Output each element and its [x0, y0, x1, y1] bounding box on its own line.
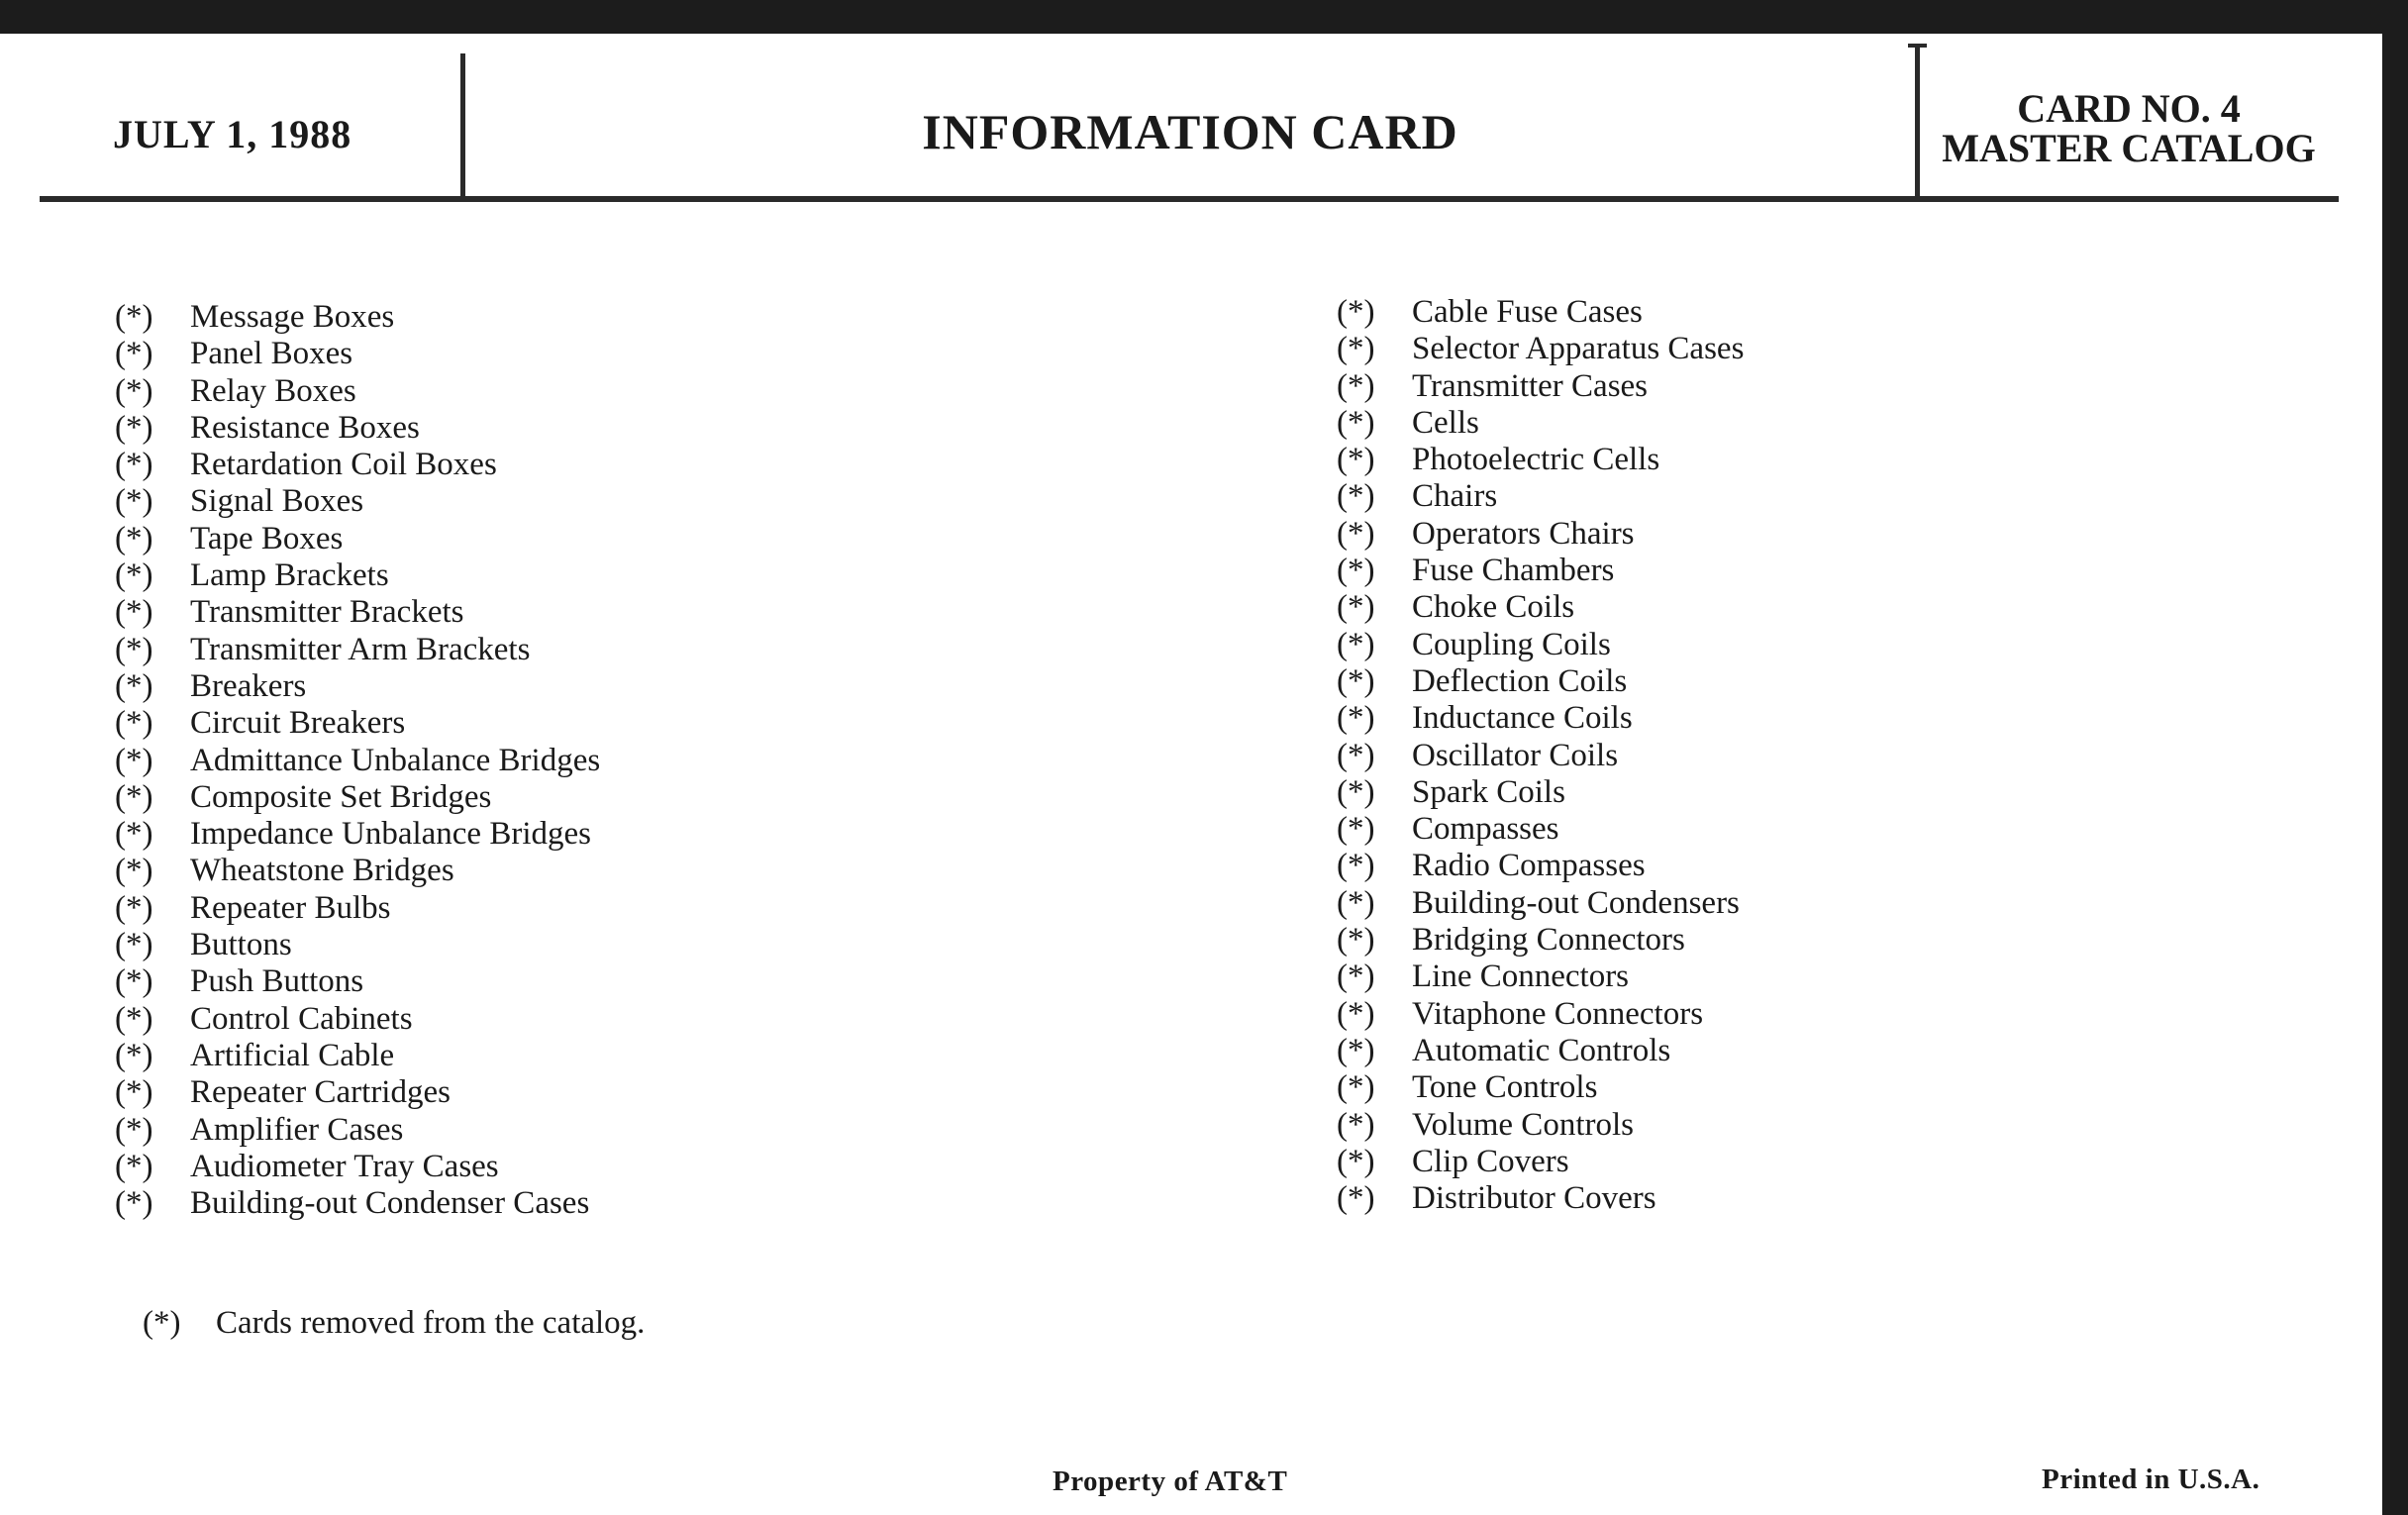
- item-label: Lamp Brackets: [190, 557, 389, 594]
- list-item: [115, 410, 600, 447]
- item-label: Building-out Condenser Cases: [190, 1185, 590, 1222]
- list-item: [1337, 589, 1744, 626]
- item-label: Tone Controls: [1412, 1069, 1598, 1106]
- removed-marker: (*): [1337, 515, 1375, 552]
- left-item-list: [115, 299, 600, 1222]
- item-label: Admittance Unbalance Bridges: [190, 742, 601, 778]
- removed-marker: (*): [1337, 1180, 1375, 1217]
- item-label: Volume Controls: [1412, 1106, 1634, 1143]
- removed-marker: (*): [115, 1148, 153, 1184]
- removed-marker: (*): [115, 447, 153, 483]
- list-item: [1337, 442, 1744, 478]
- list-item: [115, 1185, 600, 1222]
- removed-marker: (*): [115, 1074, 153, 1111]
- item-label: Transmitter Cases: [1412, 367, 1649, 404]
- list-item: [115, 557, 600, 594]
- removed-marker: (*): [1337, 884, 1375, 921]
- removed-marker: (*): [1337, 1106, 1375, 1143]
- item-label: Push Buttons: [190, 963, 364, 1000]
- item-label: Vitaphone Connectors: [1412, 995, 1704, 1032]
- removed-marker: (*): [115, 631, 153, 667]
- removed-marker: (*): [115, 816, 153, 853]
- item-label: Message Boxes: [190, 299, 395, 335]
- item-label: Circuit Breakers: [190, 705, 406, 742]
- item-label: Resistance Boxes: [190, 409, 420, 446]
- removed-marker: (*): [1337, 1143, 1375, 1179]
- item-label: Radio Compasses: [1412, 848, 1646, 884]
- removed-marker: (*): [115, 336, 153, 372]
- removed-marker: (*): [115, 1037, 153, 1073]
- item-label: Deflection Coils: [1412, 662, 1628, 699]
- removed-marker: (*): [115, 963, 153, 1000]
- item-label: Selector Apparatus Cases: [1412, 331, 1745, 367]
- footer-printed: Printed in U.S.A.: [2042, 1464, 2260, 1495]
- item-label: Repeater Bulbs: [190, 889, 391, 926]
- removed-marker: (*): [1337, 367, 1375, 404]
- list-item: [115, 594, 600, 631]
- footer-property: Property of AT&T: [1053, 1465, 1288, 1497]
- removed-marker: (*): [1337, 995, 1375, 1032]
- removed-marker: (*): [1337, 442, 1375, 478]
- card-number-block: [1921, 86, 2337, 170]
- item-label: Bridging Connectors: [1412, 922, 1685, 959]
- list-item: [1337, 516, 1744, 553]
- removed-marker: (*): [1337, 700, 1375, 737]
- removed-marker: (*): [115, 372, 153, 409]
- item-label: Distributor Covers: [1412, 1180, 1656, 1217]
- list-item: [1337, 885, 1744, 922]
- item-label: Composite Set Bridges: [190, 778, 492, 815]
- list-item: [115, 1074, 600, 1111]
- item-label: Transmitter Arm Brackets: [190, 631, 531, 667]
- list-item: [115, 853, 600, 889]
- list-item: [1337, 478, 1744, 515]
- list-item: [1337, 294, 1744, 331]
- removed-marker: (*): [115, 889, 153, 926]
- removed-marker: (*): [1337, 294, 1375, 330]
- item-label: Fuse Chambers: [1412, 553, 1615, 589]
- information-card: [0, 34, 2382, 1515]
- list-item: [1337, 1144, 1744, 1180]
- removed-marker: (*): [115, 742, 153, 778]
- list-item: [1337, 405, 1744, 442]
- list-item: [115, 963, 600, 1000]
- removed-marker: (*): [1337, 811, 1375, 848]
- list-item: [115, 336, 600, 372]
- removed-marker: (*): [1337, 922, 1375, 959]
- list-item: [1337, 996, 1744, 1033]
- item-label: Inductance Coils: [1412, 700, 1633, 737]
- item-label: Spark Coils: [1412, 773, 1565, 810]
- item-label: Cable Fuse Cases: [1412, 294, 1643, 330]
- removed-marker: (*): [1337, 331, 1375, 367]
- right-item-list: [1337, 294, 1744, 1217]
- list-item: [115, 1149, 600, 1185]
- list-item: [115, 447, 600, 483]
- removed-marker: (*): [115, 667, 153, 704]
- item-label: Line Connectors: [1412, 959, 1630, 995]
- list-item: [1337, 1107, 1744, 1144]
- list-item: [1337, 1180, 1744, 1217]
- removed-marker: (*): [1337, 959, 1375, 995]
- removed-marker: (*): [115, 409, 153, 446]
- list-item: [115, 705, 600, 742]
- item-label: Clip Covers: [1412, 1143, 1569, 1179]
- item-label: Automatic Controls: [1412, 1032, 1671, 1068]
- removed-marker: (*): [1337, 553, 1375, 589]
- item-label: Audiometer Tray Cases: [190, 1148, 499, 1184]
- list-item: [1337, 1033, 1744, 1069]
- card-title: INFORMATION CARD: [922, 104, 1458, 159]
- removed-marker: (*): [115, 1185, 153, 1222]
- item-label: Repeater Cartridges: [190, 1074, 451, 1111]
- list-item: [115, 890, 600, 927]
- footnote-marker: (*): [143, 1305, 181, 1341]
- list-item: [1337, 663, 1744, 700]
- removed-marker: (*): [1337, 1069, 1375, 1106]
- list-item: [115, 816, 600, 853]
- removed-marker: (*): [115, 594, 153, 631]
- list-item: [115, 927, 600, 963]
- item-label: Amplifier Cases: [190, 1111, 404, 1148]
- removed-marker: (*): [115, 705, 153, 742]
- item-label: Choke Coils: [1412, 589, 1575, 626]
- list-item: [1337, 553, 1744, 589]
- removed-marker: (*): [1337, 737, 1375, 773]
- list-item: [1337, 774, 1744, 811]
- footnote: [143, 1305, 645, 1342]
- removed-marker: (*): [1337, 1032, 1375, 1068]
- item-label: Relay Boxes: [190, 372, 356, 409]
- removed-marker: (*): [115, 853, 153, 889]
- item-label: Compasses: [1412, 811, 1559, 848]
- item-label: Wheatstone Bridges: [190, 853, 454, 889]
- list-item: [1337, 700, 1744, 737]
- removed-marker: (*): [1337, 626, 1375, 662]
- list-item: [1337, 368, 1744, 405]
- item-label: Cells: [1412, 404, 1479, 441]
- item-label: Oscillator Coils: [1412, 737, 1619, 773]
- removed-marker: (*): [115, 1111, 153, 1148]
- item-label: Signal Boxes: [190, 483, 364, 520]
- removed-marker: (*): [115, 1000, 153, 1037]
- item-label: Breakers: [190, 667, 307, 704]
- list-item: [1337, 811, 1744, 848]
- list-item: [115, 483, 600, 520]
- removed-marker: (*): [115, 927, 153, 963]
- list-item: [115, 743, 600, 779]
- item-label: Coupling Coils: [1412, 626, 1611, 662]
- list-item: [1337, 331, 1744, 367]
- header-rule: [40, 196, 2339, 202]
- item-label: Buttons: [190, 927, 292, 963]
- card-number: CARD NO. 4: [2017, 86, 2241, 131]
- item-label: Photoelectric Cells: [1412, 442, 1660, 478]
- list-item: [115, 632, 600, 668]
- item-label: Impedance Unbalance Bridges: [190, 816, 591, 853]
- catalog-name: MASTER CATALOG: [1942, 126, 2316, 170]
- item-label: Tape Boxes: [190, 520, 344, 556]
- item-label: Chairs: [1412, 478, 1498, 515]
- list-item: [115, 1112, 600, 1149]
- list-item: [1337, 922, 1744, 959]
- list-item: [115, 1038, 600, 1074]
- card-date: JULY 1, 1988: [113, 112, 352, 156]
- list-item: [115, 668, 600, 705]
- removed-marker: (*): [1337, 848, 1375, 884]
- removed-marker: (*): [115, 299, 153, 335]
- list-item: [1337, 848, 1744, 884]
- item-label: Artificial Cable: [190, 1037, 395, 1073]
- list-item: [1337, 1069, 1744, 1106]
- item-label: Transmitter Brackets: [190, 594, 464, 631]
- list-item: [115, 1001, 600, 1038]
- item-label: Control Cabinets: [190, 1000, 413, 1037]
- removed-marker: (*): [115, 520, 153, 556]
- item-label: Operators Chairs: [1412, 515, 1635, 552]
- footnote-text: Cards removed from the catalog.: [216, 1305, 646, 1341]
- removed-marker: (*): [1337, 404, 1375, 441]
- item-label: Building-out Condensers: [1412, 884, 1740, 921]
- list-item: [1337, 959, 1744, 995]
- removed-marker: (*): [115, 483, 153, 520]
- list-item: [115, 779, 600, 816]
- header-divider-right: [1915, 44, 1920, 202]
- removed-marker: (*): [1337, 478, 1375, 515]
- list-item: [115, 373, 600, 410]
- removed-marker: (*): [115, 557, 153, 594]
- list-item: [1337, 738, 1744, 774]
- list-item: [115, 521, 600, 557]
- item-label: Panel Boxes: [190, 336, 353, 372]
- list-item: [115, 299, 600, 336]
- removed-marker: (*): [1337, 662, 1375, 699]
- item-label: Retardation Coil Boxes: [190, 447, 497, 483]
- removed-marker: (*): [115, 778, 153, 815]
- removed-marker: (*): [1337, 773, 1375, 810]
- list-item: [1337, 627, 1744, 663]
- removed-marker: (*): [1337, 589, 1375, 626]
